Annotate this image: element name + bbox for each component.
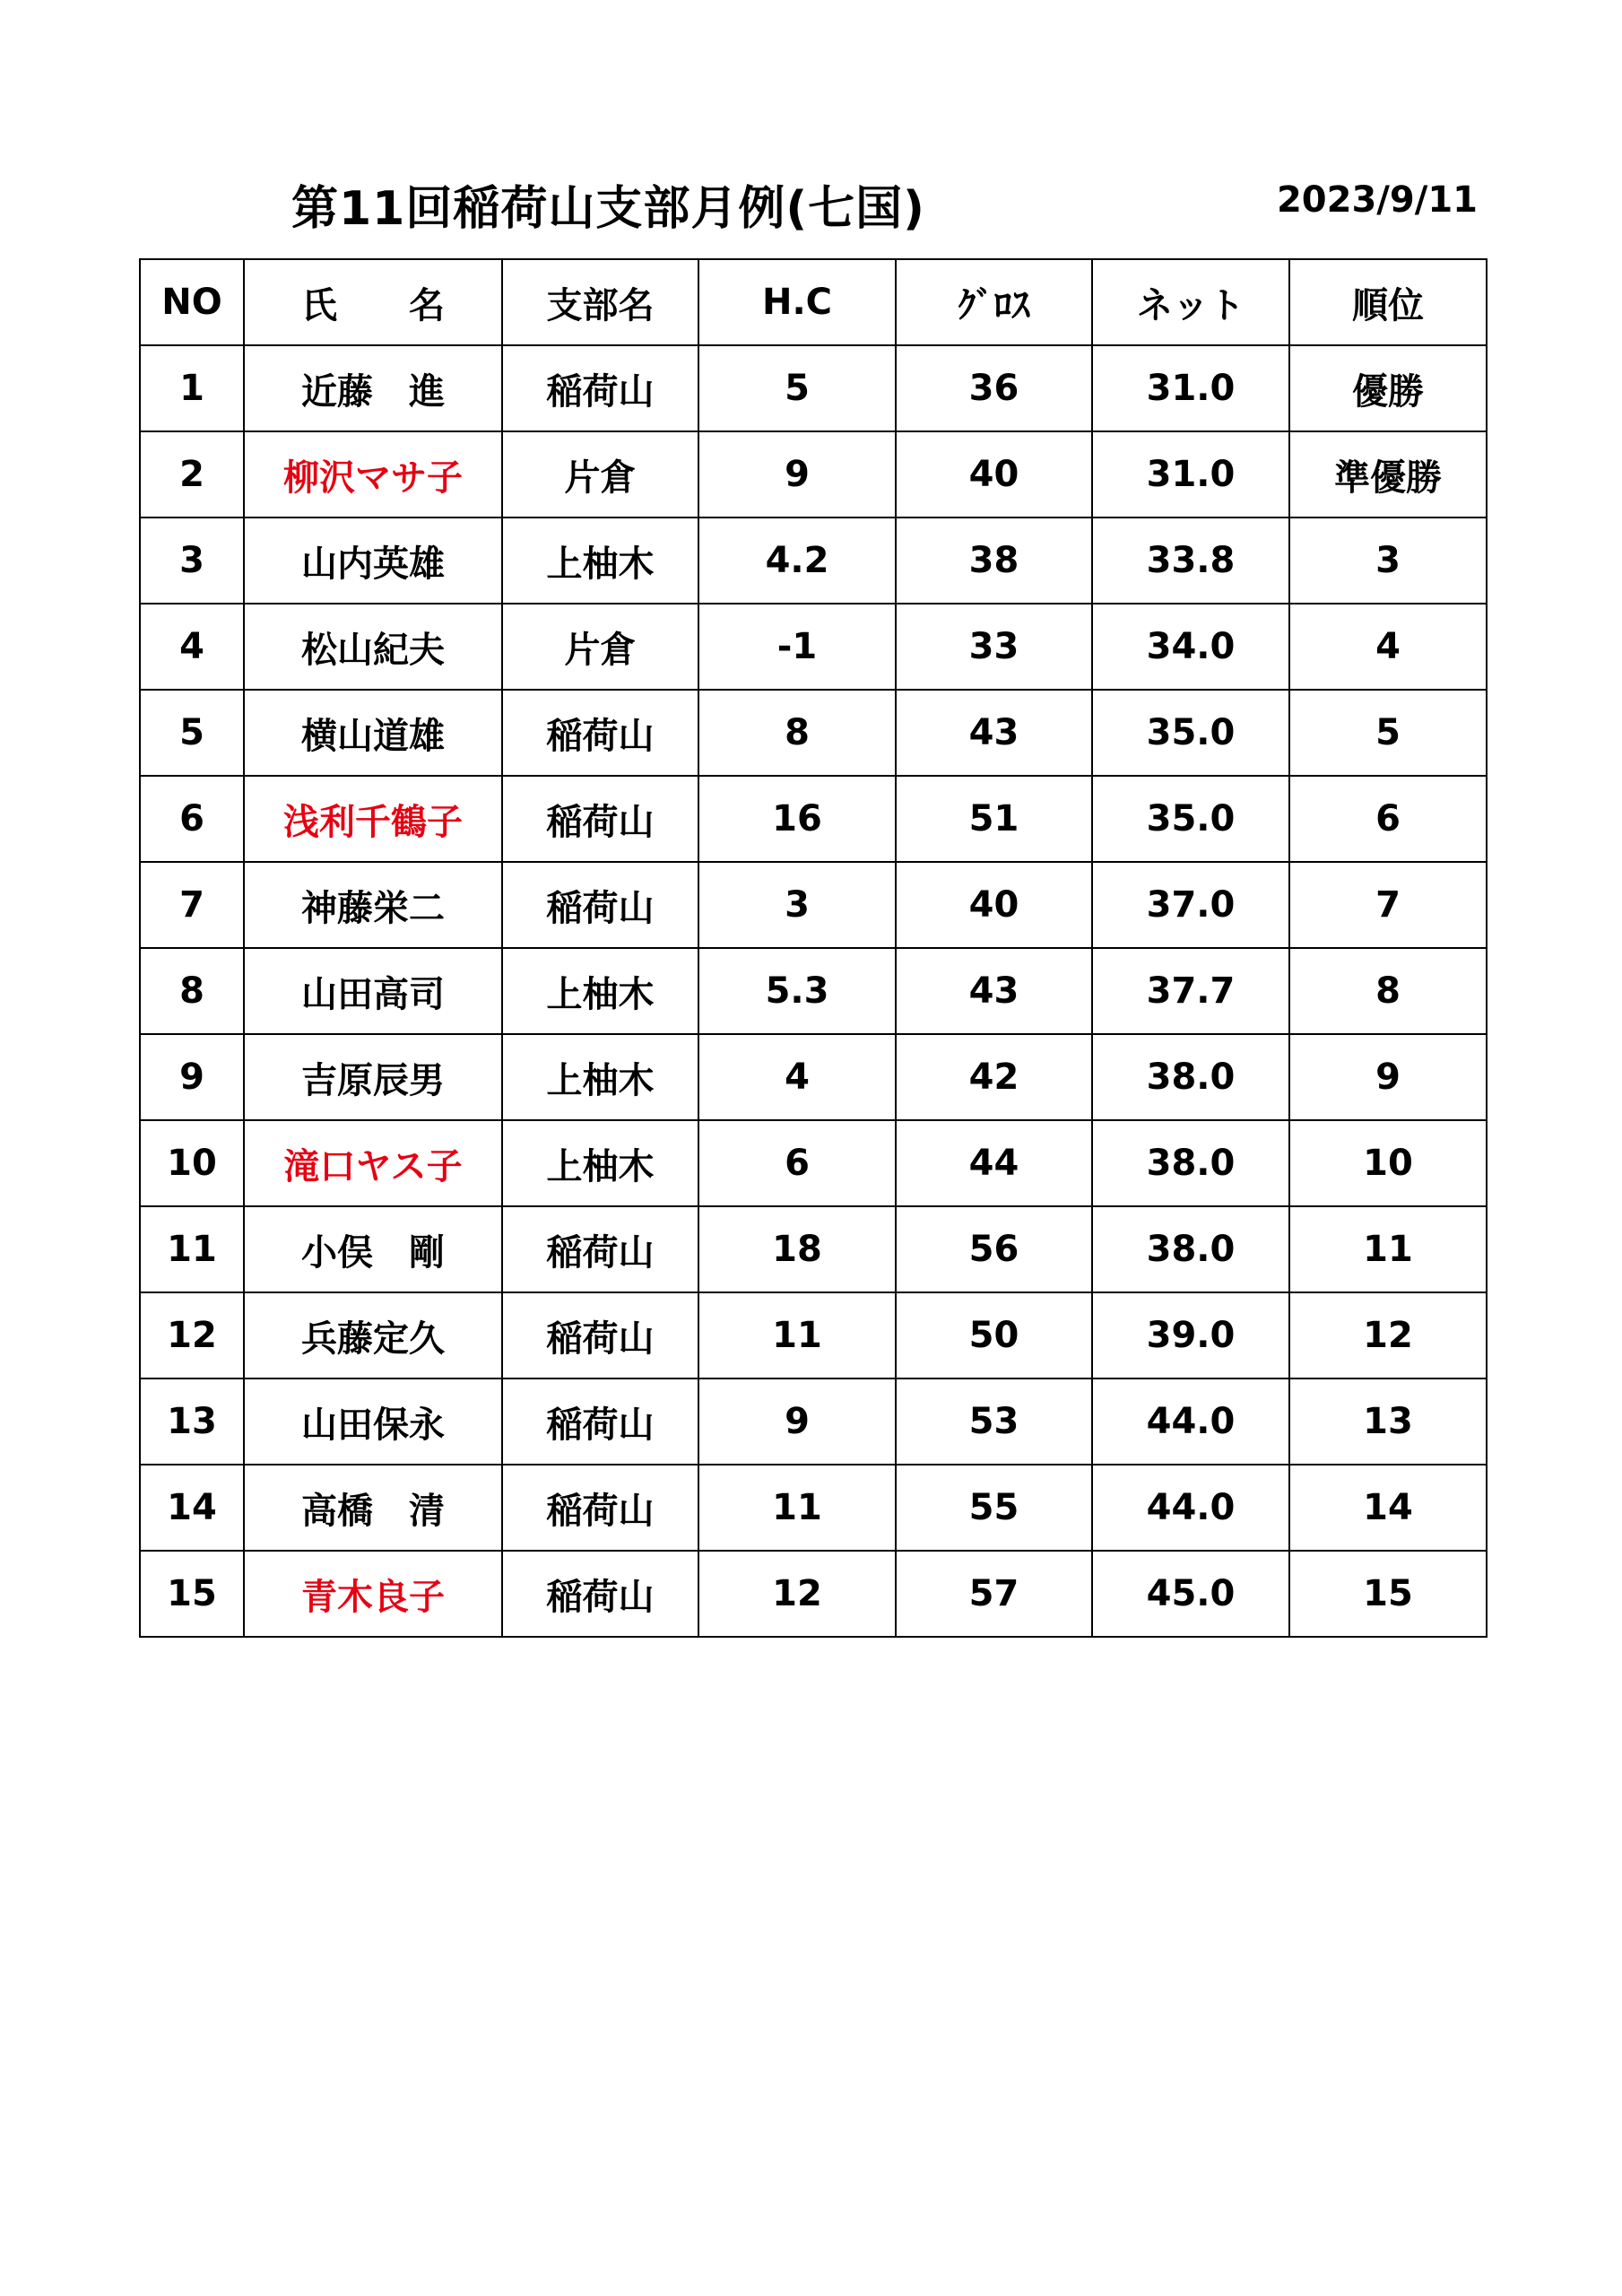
header-hc: H.C [698, 259, 896, 345]
cell-name: 柳沢マサ子 [244, 431, 502, 517]
cell-branch: 稲荷山 [502, 690, 698, 776]
page-title: 第11回稲荷山支部月例(七国) [291, 182, 925, 236]
cell-no: 11 [140, 1206, 244, 1292]
cell-name: 近藤 進 [244, 345, 502, 431]
cell-rank: 15 [1289, 1551, 1487, 1637]
cell-name: 松山紀夫 [244, 604, 502, 690]
cell-hc: 4.2 [698, 517, 896, 604]
cell-branch: 稲荷山 [502, 776, 698, 862]
header-branch: 支部名 [502, 259, 698, 345]
cell-rank: 準優勝 [1289, 431, 1487, 517]
cell-hc: -1 [698, 604, 896, 690]
cell-name: 高橋 清 [244, 1465, 502, 1551]
table-row [140, 1551, 1487, 1637]
table-row [140, 1034, 1487, 1120]
cell-rank: 7 [1289, 862, 1487, 948]
cell-gross: 42 [896, 1034, 1092, 1120]
cell-net: 31.0 [1092, 431, 1289, 517]
table-row [140, 604, 1487, 690]
cell-no: 15 [140, 1551, 244, 1637]
table-row [140, 948, 1487, 1034]
table-row [140, 690, 1487, 776]
cell-net: 34.0 [1092, 604, 1289, 690]
cell-hc: 8 [698, 690, 896, 776]
cell-net: 35.0 [1092, 690, 1289, 776]
cell-gross: 56 [896, 1206, 1092, 1292]
cell-branch: 片倉 [502, 431, 698, 517]
cell-gross: 40 [896, 862, 1092, 948]
cell-name: 滝口ヤス子 [244, 1120, 502, 1206]
results-table [139, 258, 1488, 1638]
cell-no: 5 [140, 690, 244, 776]
table-row [140, 431, 1487, 517]
cell-no: 14 [140, 1465, 244, 1551]
cell-no: 4 [140, 604, 244, 690]
header-no: NO [140, 259, 244, 345]
cell-branch: 上柚木 [502, 948, 698, 1034]
header-net: ネット [1092, 259, 1289, 345]
cell-rank: 9 [1289, 1034, 1487, 1120]
cell-branch: 稲荷山 [502, 1465, 698, 1551]
cell-gross: 55 [896, 1465, 1092, 1551]
cell-branch: 稲荷山 [502, 1378, 698, 1465]
cell-rank: 12 [1289, 1292, 1487, 1378]
cell-hc: 5.3 [698, 948, 896, 1034]
cell-name: 山内英雄 [244, 517, 502, 604]
cell-no: 7 [140, 862, 244, 948]
cell-branch: 稲荷山 [502, 345, 698, 431]
table-row [140, 1292, 1487, 1378]
header-gross: ｸﾞﾛｽ [896, 259, 1092, 345]
cell-hc: 5 [698, 345, 896, 431]
cell-branch: 上柚木 [502, 1120, 698, 1206]
cell-branch: 稲荷山 [502, 1551, 698, 1637]
cell-gross: 53 [896, 1378, 1092, 1465]
cell-rank: 6 [1289, 776, 1487, 862]
cell-rank: 5 [1289, 690, 1487, 776]
event-date: 2023/9/11 [1276, 179, 1478, 221]
table-row [140, 517, 1487, 604]
cell-rank: 14 [1289, 1465, 1487, 1551]
table-row [140, 776, 1487, 862]
cell-no: 10 [140, 1120, 244, 1206]
cell-rank: 8 [1289, 948, 1487, 1034]
cell-name: 吉原辰男 [244, 1034, 502, 1120]
cell-hc: 11 [698, 1465, 896, 1551]
cell-branch: 稲荷山 [502, 1292, 698, 1378]
cell-hc: 3 [698, 862, 896, 948]
cell-net: 37.7 [1092, 948, 1289, 1034]
cell-branch: 片倉 [502, 604, 698, 690]
cell-name: 神藤栄二 [244, 862, 502, 948]
cell-net: 37.0 [1092, 862, 1289, 948]
cell-gross: 51 [896, 776, 1092, 862]
cell-hc: 4 [698, 1034, 896, 1120]
table-row [140, 345, 1487, 431]
cell-no: 3 [140, 517, 244, 604]
cell-gross: 40 [896, 431, 1092, 517]
cell-rank: 3 [1289, 517, 1487, 604]
cell-no: 6 [140, 776, 244, 862]
cell-no: 12 [140, 1292, 244, 1378]
cell-branch: 稲荷山 [502, 862, 698, 948]
cell-net: 38.0 [1092, 1206, 1289, 1292]
cell-rank: 13 [1289, 1378, 1487, 1465]
cell-branch: 稲荷山 [502, 1206, 698, 1292]
cell-gross: 33 [896, 604, 1092, 690]
cell-gross: 43 [896, 948, 1092, 1034]
table-row [140, 862, 1487, 948]
cell-name: 浅利千鶴子 [244, 776, 502, 862]
cell-net: 39.0 [1092, 1292, 1289, 1378]
cell-net: 35.0 [1092, 776, 1289, 862]
cell-net: 45.0 [1092, 1551, 1289, 1637]
cell-gross: 50 [896, 1292, 1092, 1378]
table-header-row [140, 259, 1487, 345]
cell-branch: 上柚木 [502, 517, 698, 604]
table-row [140, 1465, 1487, 1551]
cell-no: 2 [140, 431, 244, 517]
header-rank: 順位 [1289, 259, 1487, 345]
header-name: 氏 名 [244, 259, 502, 345]
cell-hc: 12 [698, 1551, 896, 1637]
cell-rank: 優勝 [1289, 345, 1487, 431]
cell-name: 兵藤定久 [244, 1292, 502, 1378]
cell-name: 小俣 剛 [244, 1206, 502, 1292]
cell-gross: 43 [896, 690, 1092, 776]
cell-no: 13 [140, 1378, 244, 1465]
cell-hc: 16 [698, 776, 896, 862]
cell-net: 38.0 [1092, 1034, 1289, 1120]
cell-name: 青木良子 [244, 1551, 502, 1637]
cell-branch: 上柚木 [502, 1034, 698, 1120]
cell-no: 8 [140, 948, 244, 1034]
table-row [140, 1378, 1487, 1465]
cell-net: 44.0 [1092, 1465, 1289, 1551]
cell-net: 44.0 [1092, 1378, 1289, 1465]
cell-no: 1 [140, 345, 244, 431]
cell-name: 横山道雄 [244, 690, 502, 776]
cell-name: 山田保永 [244, 1378, 502, 1465]
cell-rank: 11 [1289, 1206, 1487, 1292]
cell-net: 31.0 [1092, 345, 1289, 431]
cell-rank: 10 [1289, 1120, 1487, 1206]
cell-hc: 18 [698, 1206, 896, 1292]
cell-rank: 4 [1289, 604, 1487, 690]
cell-net: 38.0 [1092, 1120, 1289, 1206]
cell-gross: 36 [896, 345, 1092, 431]
cell-hc: 9 [698, 431, 896, 517]
cell-hc: 6 [698, 1120, 896, 1206]
cell-hc: 11 [698, 1292, 896, 1378]
cell-gross: 38 [896, 517, 1092, 604]
cell-net: 33.8 [1092, 517, 1289, 604]
cell-name: 山田高司 [244, 948, 502, 1034]
table-row [140, 1206, 1487, 1292]
cell-hc: 9 [698, 1378, 896, 1465]
cell-gross: 44 [896, 1120, 1092, 1206]
cell-gross: 57 [896, 1551, 1092, 1637]
results-body [140, 345, 1487, 1637]
table-row [140, 1120, 1487, 1206]
cell-no: 9 [140, 1034, 244, 1120]
